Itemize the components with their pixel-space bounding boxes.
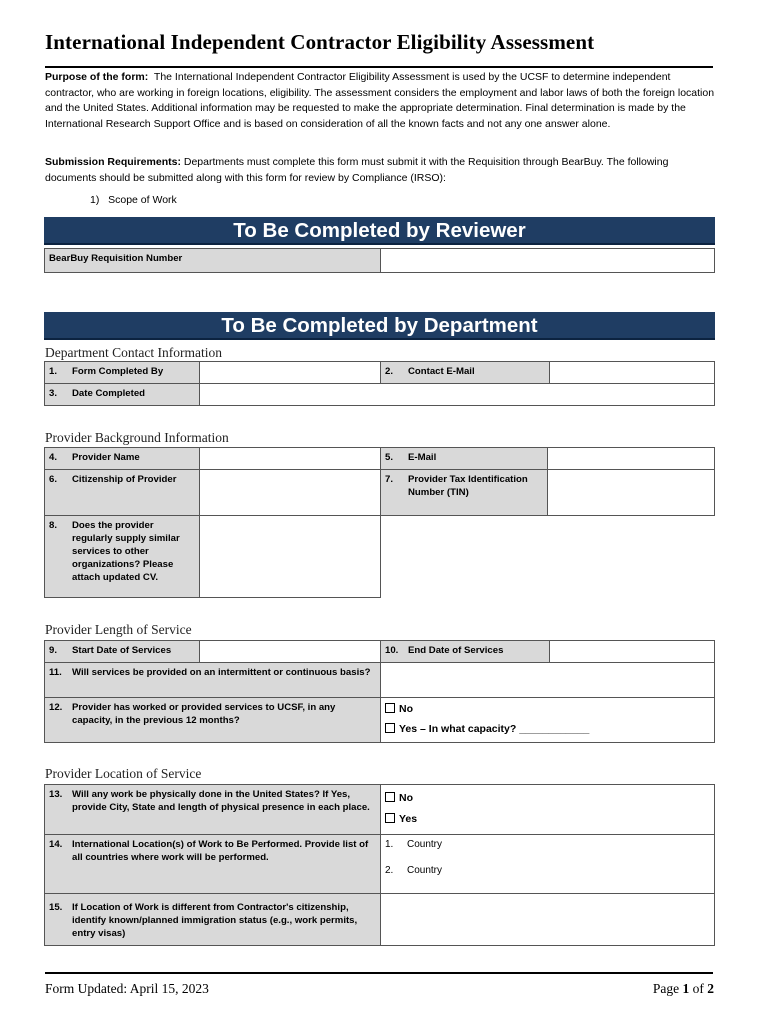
q11-label: 11. Will services be provided on an intermittent or continuous basis? [45,663,381,698]
reviewer-table [44,248,715,273]
q1-input[interactable] [200,362,381,384]
location-table [44,784,715,946]
form-updated-date: Form Updated: April 15, 2023 [45,981,209,996]
purpose-label: Purpose of the form: [45,71,149,83]
q12-options [381,698,715,743]
bearbuy-label: BearBuy Requisition Number [45,249,381,273]
q4-input[interactable] [200,448,381,470]
length-heading: Provider Length of Service [45,622,192,637]
background-table [44,447,715,598]
checkbox-icon[interactable] [385,723,395,733]
contact-heading: Department Contact Information [45,345,222,360]
form-title: International Independent Contractor Eligibility Assessment [45,30,595,54]
q13-label: 13. Will any work be physically done in the United States? If Yes, provide City, State and length of physical presence in each place. [45,785,381,835]
q9-label: 9. Start Date of Services [45,641,200,663]
q1-label: 1. Form Completed By [45,362,200,384]
q12-option-no[interactable]: No [385,703,710,716]
q5-label: 5. E-Mail [381,448,548,470]
q15-label: 15. If Location of Work is different from Contractor's citizenship, identify known/planned immigration status (e.g., work permits, entry visas) [45,894,381,946]
q13-option-no[interactable]: No [385,792,710,805]
q6-label: 6. Citizenship of Provider [45,470,200,516]
country-line-2[interactable]: 2. Country [385,865,443,876]
length-table [44,640,715,743]
q7-input[interactable] [548,470,715,516]
checkbox-icon[interactable] [385,792,395,802]
q13-option-yes[interactable]: Yes [385,813,710,826]
bearbuy-input[interactable] [381,249,715,273]
checkbox-icon[interactable] [385,703,395,713]
submission-label: Submission Requirements: [45,156,181,168]
q7-label: 7. Provider Tax Identification Number (TIN) [381,470,548,516]
q15-input[interactable] [381,894,715,946]
submission-text: Departments must complete this form must submit it with the Requisition through BearBuy. The following documents should be submitted along with this form for review by Compliance (IRSO): [45,156,669,184]
q10-label: 10. End Date of Services [381,641,550,663]
checkbox-icon[interactable] [385,813,395,823]
footer-rule [45,972,713,974]
q9-input[interactable] [200,641,381,663]
department-banner: To Be Completed by Department [44,312,715,340]
q2-label: 2. Contact E-Mail [381,362,550,384]
submission-paragraph [45,155,715,186]
reviewer-banner: To Be Completed by Reviewer [44,217,715,245]
q3-input[interactable] [200,384,715,406]
document-list-number: 1) [90,194,100,206]
location-heading: Provider Location of Service [45,766,202,781]
document-list-text: Scope of Work [108,194,177,206]
q4-label: 4. Provider Name [45,448,200,470]
q12-option-yes[interactable]: Yes – In what capacity? ____________ [385,723,710,736]
q14-countries [381,835,715,894]
page-number: Page 1 of 2 [652,981,714,996]
contact-table [44,361,715,406]
q2-input[interactable] [550,362,715,384]
document-list-item [90,194,177,206]
q5-input[interactable] [548,448,715,470]
q8-input[interactable] [200,516,381,598]
q14-label: 14. International Location(s) of Work to Be Performed. Provide list of all countries where work will be performed. [45,835,381,894]
country-line-1[interactable]: 1. Country [385,839,443,850]
q3-label: 3. Date Completed [45,384,200,406]
title-rule [45,66,713,68]
q8-blank [381,516,715,598]
background-heading: Provider Background Information [45,430,229,445]
q10-input[interactable] [550,641,715,663]
q11-input[interactable] [381,663,715,698]
q12-label: 12. Provider has worked or provided services to UCSF, in any capacity, in the previous 12 months? [45,698,381,743]
purpose-paragraph [45,70,715,132]
q13-options [381,785,715,835]
q6-input[interactable] [200,470,381,516]
purpose-text: The International Independent Contractor Eligibility Assessment is used by the UCSF to determine independent contractor, who are working in foreign locations, eligibility. The assessment considers the employment and labor laws of both the foreign location and the United States. Additional information may be requested to make the appropriate determination. Final determination is made by the International Research Support Office and is based on consideration of all the known facts and not any one answer alone. [45,71,715,130]
q8-label: 8. Does the provider regularly supply similar services to other organizations? Please attach updated CV. [45,516,200,598]
